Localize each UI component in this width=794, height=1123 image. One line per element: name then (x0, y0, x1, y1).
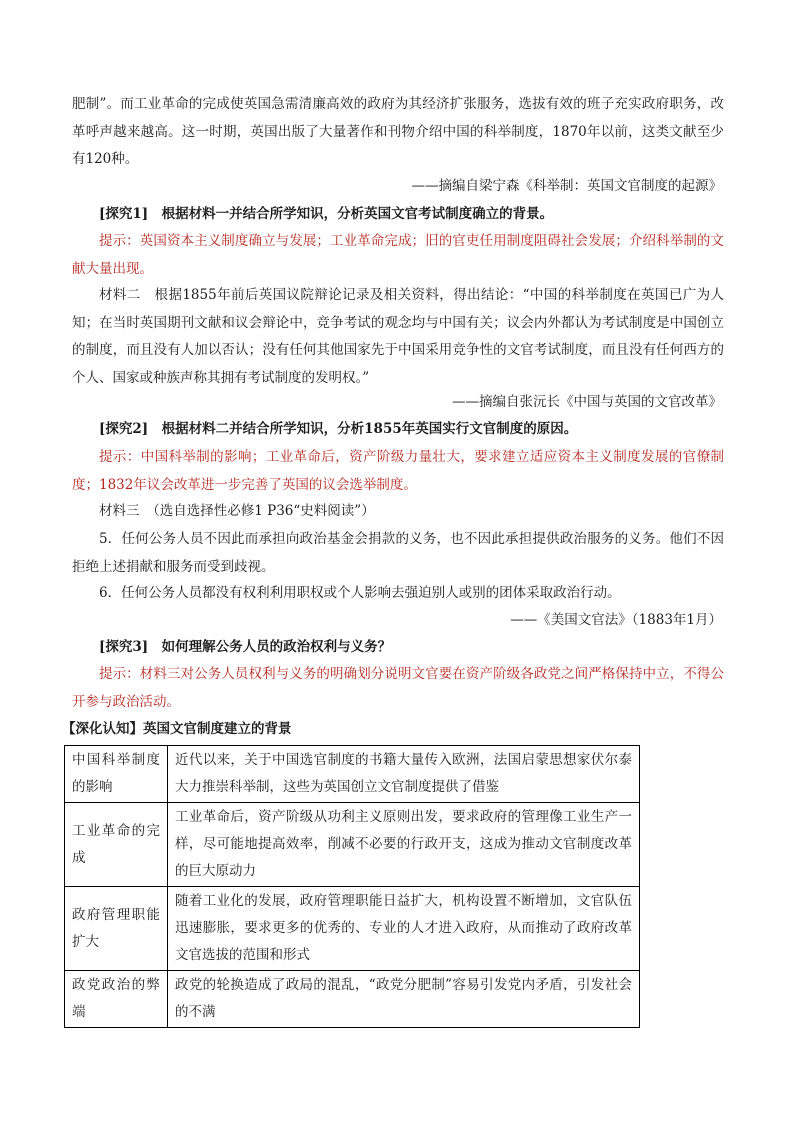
inquiry3-hint: 提示：材料三对公务人员权利与义务的明确划分说明文官要在资产阶级各政党之间严格保持中立，不得公开参与政治活动。 (72, 666, 724, 710)
material1-body: 肥制”。而工业革命的完成使英国急需清廉高效的政府为其经济扩张服务，选拔有效的班子充实政府职务，改革呼声越来越高。这一时期，英国出版了大量著作和刊物介绍中国的科举制度，1870年以前，这类文献至少有120种。 (72, 96, 724, 167)
material2-body: 材料二 根据1855年前后英国议院辩论记录及相关资料，得出结论：“中国的科举制度在英国已广为人知；在当时英国期刊文献和议会辩论中，竞争考试的观念均与中国有关；议会内外都认为考试制度是中国创立的制度，而且没有人加以否认；没有任何其他国家先于中国采用竞争性的文官考试制度，而且没有任何西方的个人、国家或种族声称其拥有考试制度的发明权。” (72, 287, 724, 386)
material3-item5: 5．任何公务人员不因此而承担向政治基金会捐款的义务，也不因此承担提供政治服务的义务。他们不因拒绝上述捐献和服务而受到歧视。 (72, 531, 724, 575)
table-row (65, 887, 640, 971)
material1-source: ——摘编自梁宁森《科举制：英国文官制度的起源》 (411, 178, 722, 194)
background-table (64, 745, 640, 1028)
material3-item6: 6．任何公务人员都没有权利利用职权或个人影响去强迫别人或别的团体采取政治行动。 (99, 585, 621, 601)
desc-cell: 随着工业化的发展，政府管理职能日益扩大，机构设置不断增加，文官队伍迅速膨胀，要求更多的优秀的、专业的人才进入政府，从而推动了政府改革文官选拔的范围和形式 (168, 887, 640, 971)
factor-cell: 政府管理职能扩大 (65, 887, 168, 971)
table-row (65, 971, 640, 1028)
inquiry2-question: [探究2] 根据材料二并结合所学知识，分析1855年英国实行文官制度的原因。 (99, 421, 578, 437)
material3-source: ——《美国文官法》（1883年1月） (510, 612, 722, 628)
inquiry3-question: [探究3] 如何理解公务人员的政治权利与义务？ (99, 639, 392, 655)
factor-cell: 中国科举制度的影响 (65, 746, 168, 803)
desc-cell: 工业革命后，资产阶级从功利主义原则出发，要求政府的管理像工业生产一样，尽可能地提高效率，削减不必要的行政开支，这成为推动文官制度改革的巨大原动力 (168, 803, 640, 887)
table-row (65, 803, 640, 887)
table-row (65, 746, 640, 803)
desc-cell: 近代以来，关于中国选官制度的书籍大量传入欧洲，法国启蒙思想家伏尔泰大力推崇科举制，这些为英国创立文官制度提供了借鉴 (168, 746, 640, 803)
desc-cell: 政党的轮换造成了政局的混乱，“政党分肥制”容易引发党内矛盾，引发社会的不满 (168, 971, 640, 1028)
inquiry2-hint: 提示：中国科举制的影响；工业革命后，资产阶级力量壮大，要求建立适应资本主义制度发展的官僚制度；1832年议会改革进一步完善了英国的议会选举制度。 (72, 449, 724, 493)
factor-cell: 政党政治的弊端 (65, 971, 168, 1028)
deepen-heading: 【深化认知】英国文官制度建立的背景 (62, 721, 292, 737)
inquiry1-question: [探究1] 根据材料一并结合所学知识，分析英国文官考试制度确立的背景。 (99, 206, 554, 222)
factor-cell: 工业革命的完成 (65, 803, 168, 887)
material2-source: ——摘编自张沅长《中国与英国的文官改革》 (452, 394, 722, 410)
material3-intro: 材料三 （选自选择性必修1 P36“史料阅读”） (99, 503, 375, 519)
inquiry1-hint: 提示：英国资本主义制度确立与发展；工业革命完成；旧的官吏任用制度阻碍社会发展；介绍科举制的文献大量出现。 (72, 233, 724, 277)
